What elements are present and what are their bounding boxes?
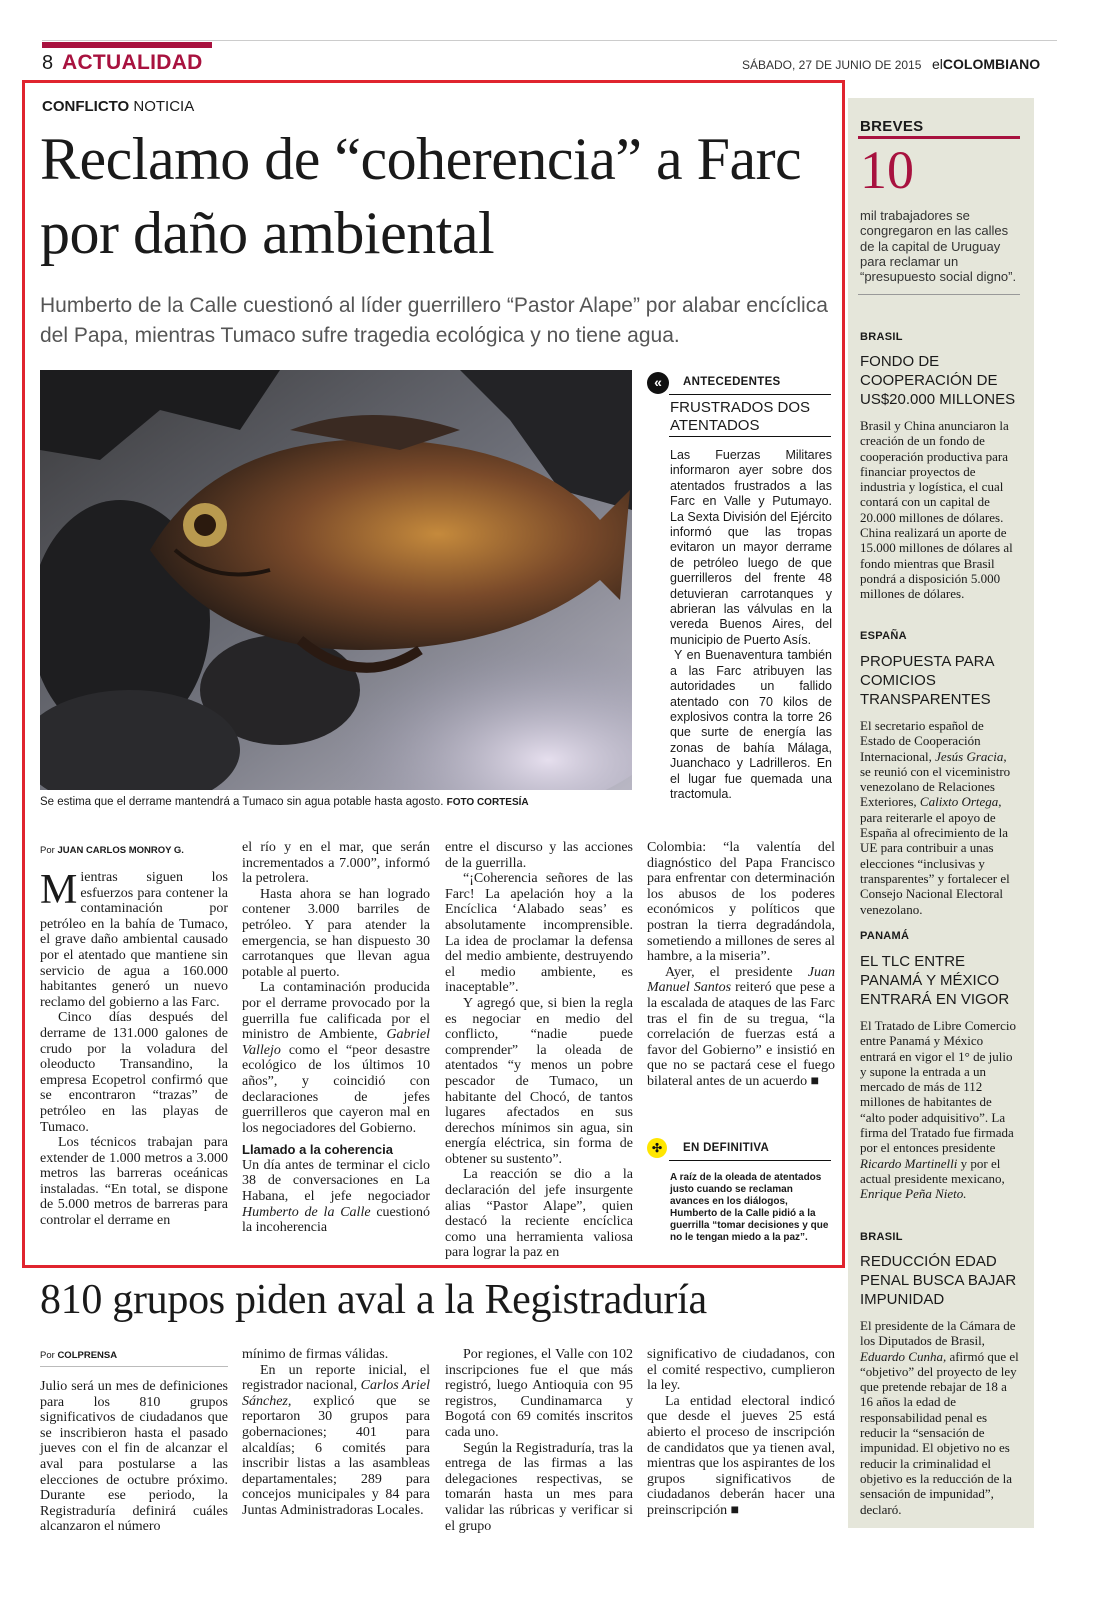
issue-date: SÁBADO, 27 DE JUNIO DE 2015 <box>742 58 922 72</box>
antecedentes-label: ANTECEDENTES <box>683 376 781 388</box>
article-paragraph: Colombia: “la valentía del diagnóstico del Papa Francisco para enfrentar con determinación los abusos de los poderes económicos y políticos que postran la tierra degradándola, sometiendo a millones de seres al hambre, a la miseria”. <box>647 840 835 965</box>
chevron-double-left-icon: « <box>647 372 669 394</box>
article-column-2 <box>242 840 430 1236</box>
sidebar-item-country: PANAMÁ <box>860 930 910 942</box>
sidebar-item-body: El Tratado de Libre Comercio entre Panamá y México entrará en vigor el 1° de julio y supone la entrada a un mercado de más de 112 millones de habitantes de “alto poder adquisitivo”. La firma del Tratado fue firmada por el entonces presidente Ricardo Martinelli y por el actual presidente mexicano, Enrique Peña Nieto. <box>860 1018 1016 1202</box>
article-paragraph: Cinco días después del derrame de 131.000 galones de crudo por la voladura del oleoducto Transandino, la empresa Ecopetrol confirmó que se encontraron “trazas” de petróleo en las playas de Tumaco. <box>40 1010 228 1135</box>
article2-column-2 <box>242 1347 430 1519</box>
sidebar-item-country: ESPAÑA <box>860 630 907 642</box>
article-paragraph: Un día antes de terminar el ciclo 38 de conversaciones en La Habana, el jefe negociador Humberto de la Calle cuestionó la incoherencia <box>242 1157 430 1236</box>
en-definitiva-label: EN DEFINITIVA <box>683 1142 770 1154</box>
article-column-1 <box>40 867 228 1229</box>
photo-caption: Se estima que el derrame mantendrá a Tumaco sin agua potable hasta agosto. FOTO CORTESÍA <box>40 796 529 808</box>
article-paragraph: Y agregó que, si bien la regla es negociar en medio del conflicto, “nadie puede comprender” la oleada de atentados “y menos un pobre pescador de Tumaco, un habitante del Chocó, de tantos lugares afectados en sus derechos mínimos sin agua, sin energía eléctrica, sin forma de obtener su sustento”. <box>445 995 633 1167</box>
sidebar-item-title: EL TLC ENTRE PANAMÁ Y MÉXICO ENTRARÁ EN VIGOR <box>860 953 1010 1008</box>
section-name: ACTUALIDAD <box>62 51 203 74</box>
sidebar-item-country: BRASIL <box>860 1231 903 1243</box>
article-column-4 <box>647 840 835 1090</box>
article2-column-4 <box>647 1347 835 1519</box>
sidebar-item-country: BRASIL <box>860 331 903 343</box>
article-paragraph: En un reporte inicial, el registrador nacional, Carlos Ariel Sánchez, explicó que se reportaron 30 grupos para gobernaciones; 401 para alcaldías; 6 comités para inscribir listas a las asambleas departamentales; 289 para concejos municipales y 84 para Juntas Administradoras Locales. <box>242 1362 431 1518</box>
article-subhead: Llamado a la coherencia <box>242 1142 394 1158</box>
article2-column-3 <box>445 1347 633 1534</box>
divider <box>858 294 1020 295</box>
article-paragraph: Ayer, el presidente Juan Manuel Santos reiteró que pese a la escalada de ataques de las Farc tras el fin de su tregua, “la correlación de fuerzas está a favor del Gobierno” e insistió en que no se pactará cese el fuego bilateral antes de un acuerdo ■ <box>647 964 836 1089</box>
article-paragraph: significativo de ciudadanos, con el comité respectivo, cumplieron la ley. <box>647 1347 835 1394</box>
divider <box>669 394 831 395</box>
antecedentes-body <box>670 448 832 802</box>
sidebar-big-text: mil trabajadores se congregaron en las calles de la capital de Uruguay para reclamar un “presupuesto social digno”. <box>860 208 1017 285</box>
article-paragraph: Por regiones, el Valle con 102 inscripciones fue el que más registró, luego Antioquia con 95 registros, Cundinamarca y Bogotá con 69 comités inscritos cada uno. <box>445 1347 633 1440</box>
article2-column-1 <box>40 1379 228 1535</box>
top-rule <box>42 40 1057 41</box>
end-mark-icon: ■ <box>730 1502 740 1518</box>
article-paragraph: mínimo de firmas válidas. <box>242 1347 389 1362</box>
article-headline: Reclamo de “coherencia” a Farc por daño ambiental <box>40 126 802 266</box>
article-column-3 <box>445 840 633 1261</box>
article-paragraph: el río y en el mar, que serán incrementados a 7.000”, informó la petrolera. <box>242 840 430 887</box>
article-paragraph: entre el discurso y las acciones de la guerrilla. <box>445 840 633 871</box>
sidebar-big-number: 10 <box>860 140 914 200</box>
article-paragraph: Hasta ahora se han logrado contener 3.000 barriles de petróleo. Y para atender la emergencia, se han dispuesto 30 carrotanques que llevan agua potable al puerto. <box>242 886 430 980</box>
sidebar-item-body: El presidente de la Cámara de los Diputados de Brasil, Eduardo Cunha, afirmó que el “objetivo” del proyecto de ley que pretende rebajar de 18 a 16 años la edad de responsabilidad penal es reducir la “sensación de impunidad. El objetivo no es reducir la criminalidad el objetivo es la reducción de la sensación de impunidad”, declaró. <box>860 1318 1019 1517</box>
target-icon: ✣ <box>647 1138 667 1158</box>
article-deck: Humberto de la Calle cuestionó al líder guerrillero “Pastor Alape” por alabar encíclica del Papa, mientras Tumaco sufre tragedia ecológica y no tiene agua. <box>40 294 828 347</box>
sidebar-accent-rule <box>858 136 1020 139</box>
article-paragraph: La reacción se dio a la declaración del jefe insurgente alias “Pastor Alape”, quien destacó la reciente encíclica como una herramienta valiosa para lograr la paz en <box>445 1167 633 1261</box>
drop-cap: M <box>40 867 78 913</box>
page-number: 8 <box>42 52 54 74</box>
oil-covered-fish-photo <box>40 370 632 790</box>
article-paragraph: Mientras siguen los esfuerzos para contener la contaminación por petróleo en la bahía de Tumaco, el grave daño ambiental causado por el atentado que mantiene sin servicio de agua a 160.000 habitantes generó un nuevo reclamo del gobierno a las Farc. <box>40 867 228 1010</box>
sidebar-item-body: El secretario español de Estado de Cooperación Internacional, Jesús Gracia, se reunió con el viceministro venezolano de Relaciones Exteriores, Calixto Ortega, para reiterarle el apoyo de España al ofrecimiento de la UE para contribuir a unas elecciones “inclusivas y transparentes” y fortalecer el Consejo Nacional Electoral venezolano. <box>860 718 1011 917</box>
article-byline: Por JUAN CARLOS MONROY G. <box>40 845 184 856</box>
sidebar-item-title: REDUCCIÓN EDAD PENAL BUSCA BAJAR IMPUNIDAD <box>860 1253 1017 1308</box>
article2-byline: Por COLPRENSA <box>40 1350 118 1361</box>
sidebar-label: BREVES <box>860 118 924 135</box>
article2-headline: 810 grupos piden aval a la Registraduría <box>40 1277 707 1323</box>
article-paragraph: Julio será un mes de definiciones para los 810 grupos significativos de ciudadanos que se inscribieron hasta el pasado jueves con el fin de alcanzar el aval para postularse a las elecciones de octubre próximo. Durante ese periodo, la Registraduría definirá cuáles alcanzaron el número <box>40 1379 228 1535</box>
brand-logo: elCOLOMBIANO <box>932 56 1041 72</box>
article-paragraph: “¡Coherencia señores de las Farc! La apelación hoy a la Encíclica ‘Alabado seas’ es absolutamente incomprensible. La idea de proclamar la defensa del medio ambiente, destruyendo el medio ambiente, es inaceptable”. <box>445 871 633 996</box>
sidebar-item-title: FONDO DE COOPERACIÓN DE US$20.000 MILLONES <box>860 353 1016 408</box>
sidebar-item-body: Brasil y China anunciaron la creación de un fondo de cooperación productiva para financiar proyectos de industria y logística, el cual contará con un capital de 20.000 millones de dólares. China realizará un aporte de 15.000 millones de dólares al fondo mientras que Brasil pondrá a disposición 5.000 millones de dólares. <box>860 418 1013 602</box>
divider <box>669 1160 831 1161</box>
article-kicker: CONFLICTO NOTICIA <box>42 98 195 115</box>
article-paragraph: Según la Registraduría, tras la entrega de las firmas a las delegaciones respectivas, se tomarán hasta un mes para validar las rúbricas y verificar si el grupo <box>445 1440 633 1534</box>
antecedentes-paragraph: Las Fuerzas Militares informaron ayer sobre dos atentados frustrados a las Farc en Valle y Putumayo. La Sexta División del Ejército informó que las tropas evitaron un mayor derrame de petróleo luego de que guerrilleros del frente 48 detuvieran carrotanques y abrieran las válvulas en la vereda Buenos Aires, del municipio de Puerto Asís. <box>670 448 832 647</box>
sidebar-item-title: PROPUESTA PARA COMICIOS TRANSPARENTES <box>860 653 994 708</box>
section-accent-bar <box>42 42 212 48</box>
article-paragraph: La entidad electoral indicó que desde el jueves 25 está abierto el proceso de inscripción de candidatos que ya tienen aval, mientras que los aspirantes de los grupos significativos de ciudadanos deberán hacer una preinscripción ■ <box>647 1393 835 1518</box>
article-paragraph: La contaminación producida por el derrame provocado por la guerrilla fue calificada por el ministro de Ambiente, Gabriel Vallejo como el “peor desastre ecológico de los últimos 10 años”, y coincidió con declaraciones de jefes guerrilleros que cayeron mal en los negociadores del Gobierno. <box>242 980 431 1136</box>
antecedentes-paragraph: Y en Buenaventura también a las Farc atribuyen las autoridades un fallido atentado con 70 kilos de explosivos contra la torre 26 que surte de energía las zonas de bahía Málaga, Juanchaco y Ladrilleros. En el lugar fue quemada una tractomula. <box>670 648 832 801</box>
divider <box>40 1366 228 1367</box>
antecedentes-title: FRUSTRADOS DOS ATENTADOS <box>670 399 811 434</box>
en-definitiva-body: A raíz de la oleada de atentados justo cuando se reclaman avances en los diálogos, Humberto de la Calle pidió a la guerrilla “tomar decisiones y que no le tengan miedo a la paz”. <box>670 1172 829 1243</box>
article-paragraph: Los técnicos trabajan para extender de 1.000 metros a 3.000 metros las barreras oceánicas instaladas. “En total, se dispone de 5.000 metros de barreras para controlar el derrame en <box>40 1135 228 1229</box>
end-mark-icon: ■ <box>810 1073 820 1089</box>
divider <box>669 436 831 437</box>
